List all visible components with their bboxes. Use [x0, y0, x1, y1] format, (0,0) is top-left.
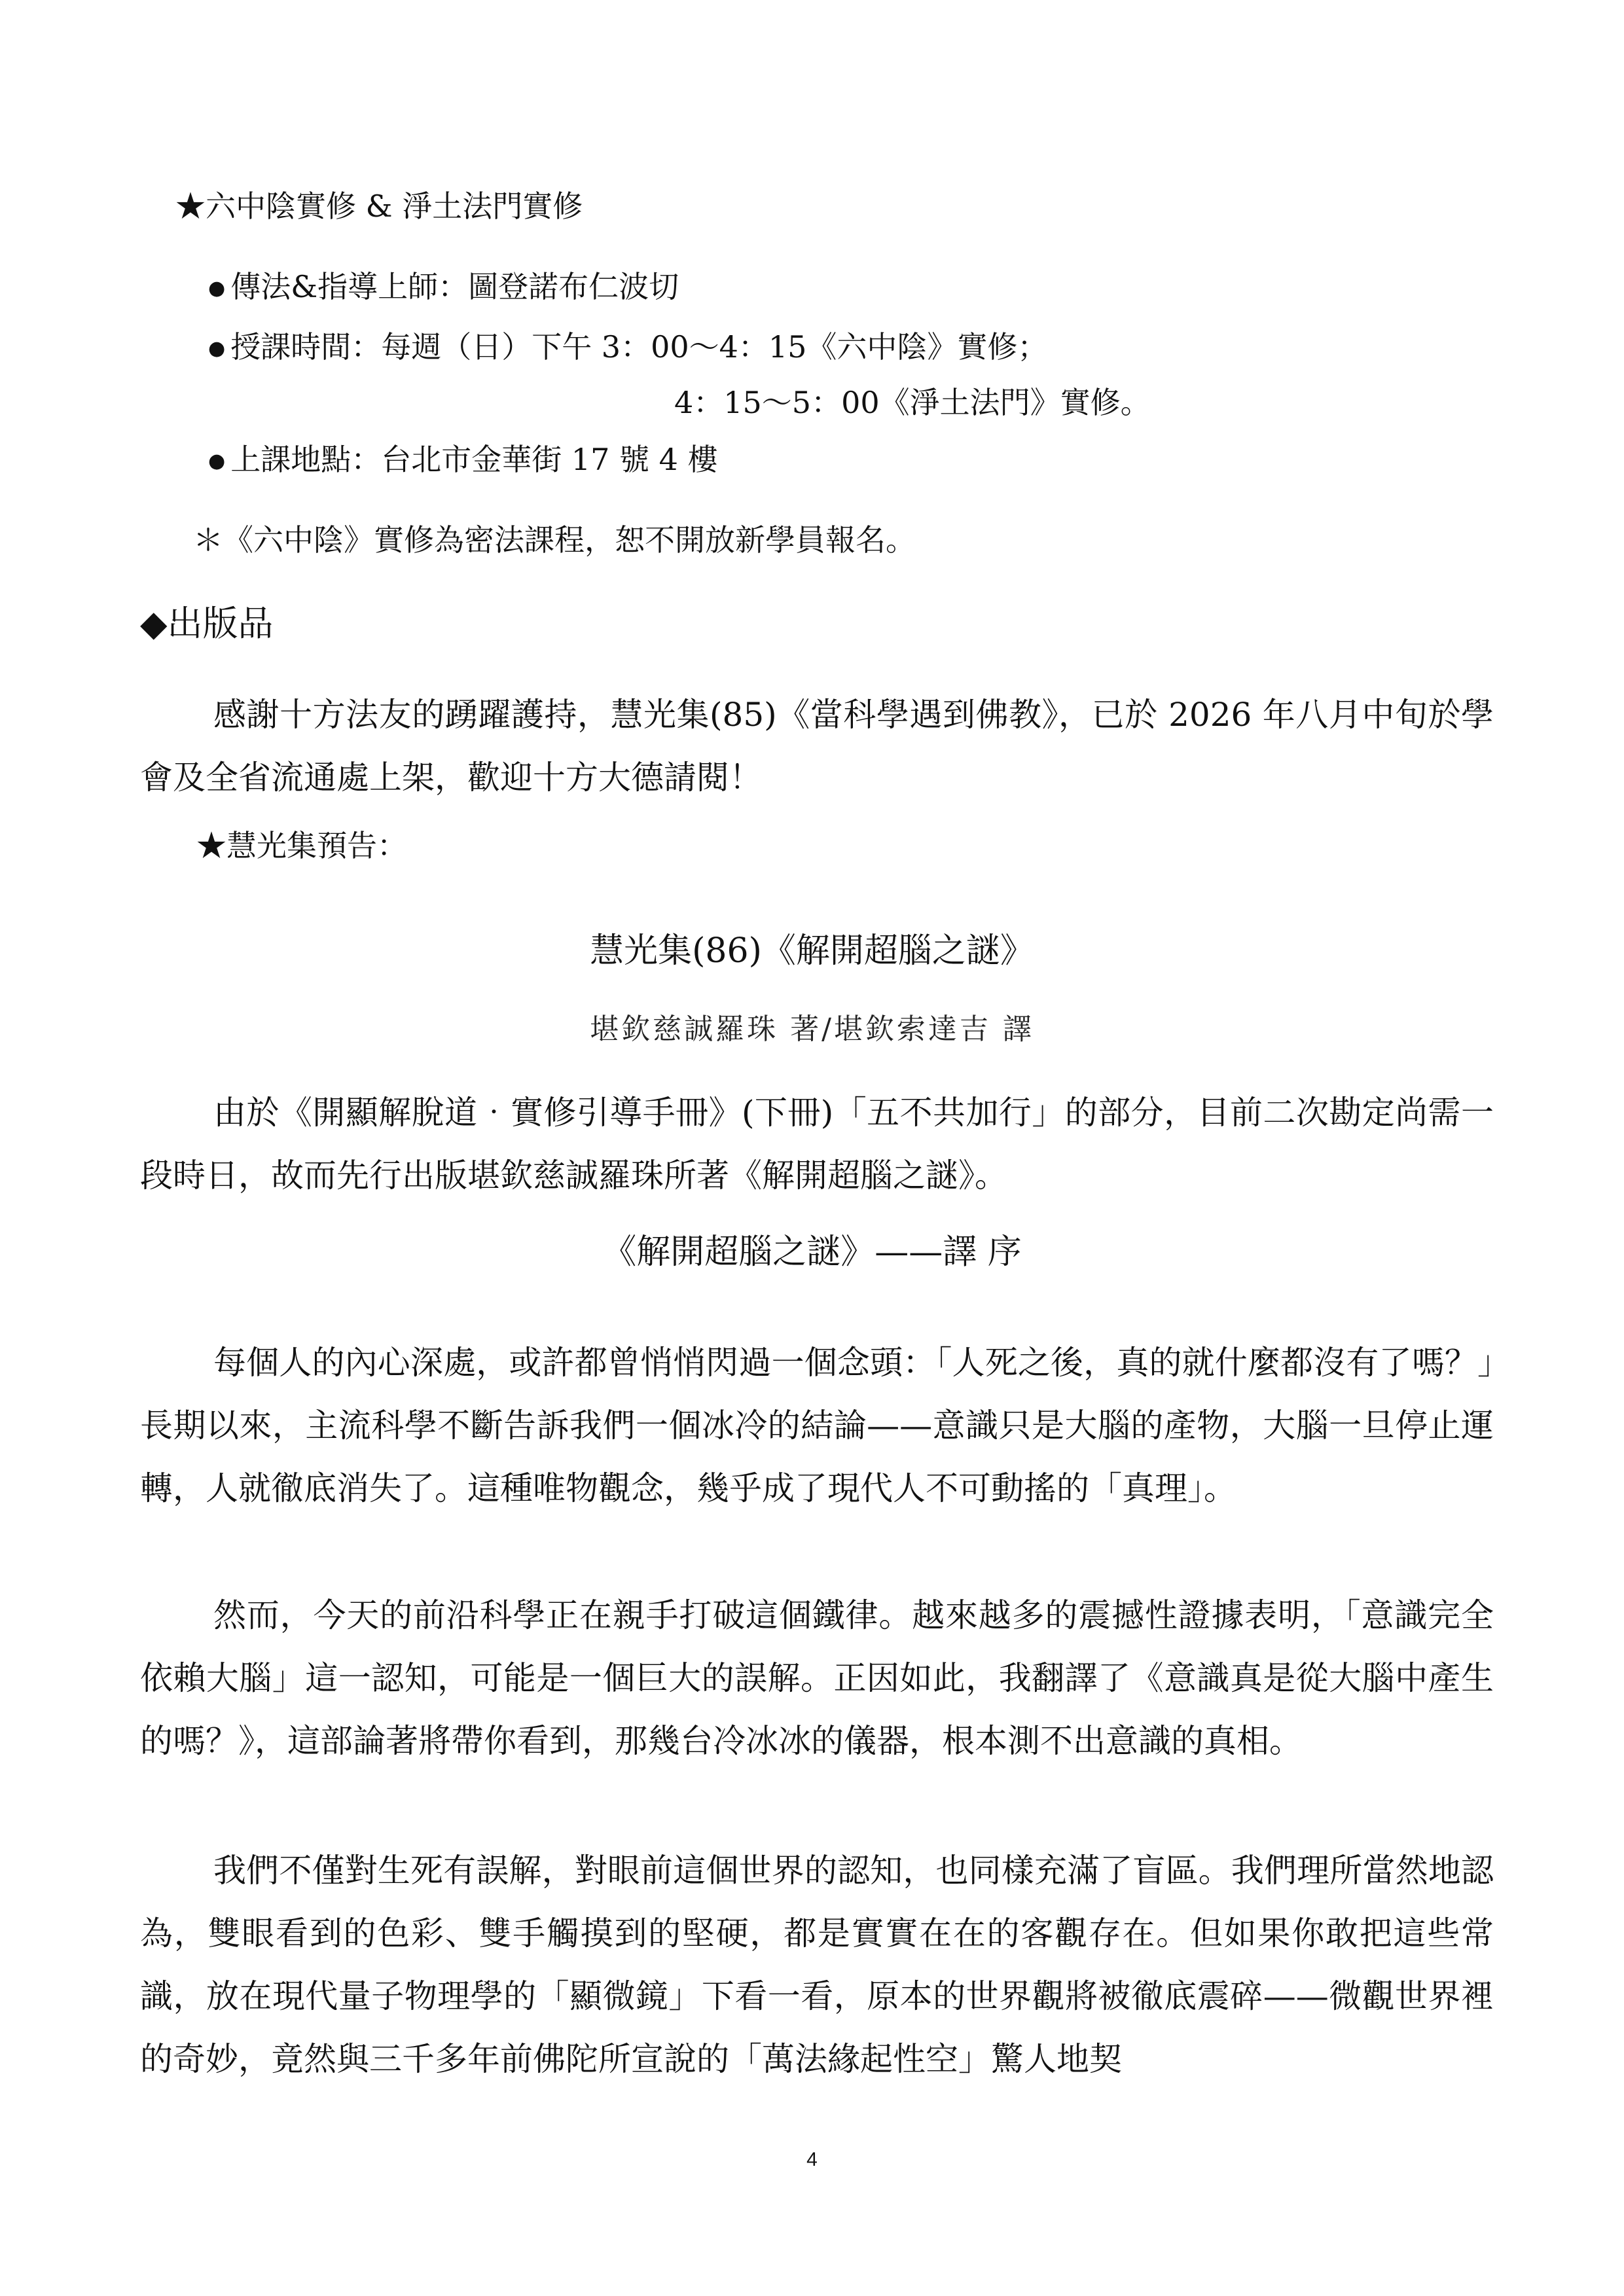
preview-label: ★慧光集預告： [196, 828, 407, 863]
course-heading: ★六中陰實修 & 淨土法門實修 [175, 188, 583, 224]
publications-heading: ◆出版品 [140, 603, 274, 644]
preface-paragraph-1: 每個人的內心深處，或許都曾悄悄閃過一個念頭：「人死之後，真的就什麼都沒有了嗎？」長期以來，主流科學不斷告訴我們一個冰冷的結論——意識只是大腦的產物，大腦一旦停止運轉，人就徹底消失了。這種唯物觀念，幾乎成了現代人不可動搖的「真理」。 [140, 1344, 1494, 1507]
preface-title: 《解開超腦之謎》——譯 序 [602, 1232, 1022, 1272]
book-title: 慧光集(86)《解開超腦之謎》 [590, 931, 1034, 971]
course-time: ● 授課時間：每週（日）下午 3：00～4：15《六中陰》實修； [208, 327, 1047, 368]
course-location: ● 上課地點：台北市金華街 17 號 4 樓 [208, 440, 717, 481]
course-time-continued: 4：15～5：00《淨土法門》實修。 [674, 385, 1151, 420]
publication-intro: 由於《開顯解脫道‧實修引導手冊》(下冊)「五不共加行」的部分，目前二次勘定尚需一段時日，故而先行出版堪欽慈誠羅珠所著《解開超腦之謎》。 [140, 1094, 1494, 1194]
course-teacher: ● 傳法&指導上師：圖登諾布仁波切 [208, 267, 679, 308]
course-note: ＊《六中陰》實修為密法課程，恕不開放新學員報名。 [193, 522, 916, 558]
preface-paragraph-3: 我們不僅對生死有誤解，對眼前這個世界的認知，也同樣充滿了盲區。我們理所當然地認為，雙眼看到的色彩、雙手觸摸到的堅硬，都是實實在在的客觀存在。但如果你敢把這些常識，放在現代量子物理學的「顯微鏡」下看一看，原本的世界觀將被徹底震碎——微觀世界裡的奇妙，竟然與三千多年前佛陀所宣說的「萬法緣起性空」驚人地契 [140, 1852, 1494, 2078]
publication-announcement: 感謝十方法友的踴躍護持，慧光集(85)《當科學遇到佛教》，已於 2026 年八月中旬於學會及全省流通處上架，歡迎十方大德請閱！ [140, 696, 1494, 797]
preface-paragraph-2: 然而，今天的前沿科學正在親手打破這個鐵律。越來越多的震撼性證據表明，「意識完全依賴大腦」這一認知，可能是一個巨大的誤解。正因如此，我翻譯了《意識真是從大腦中產生的嗎？》，這部論著將帶你看到，那幾台冷冰冰的儀器，根本測不出意識的真相。 [140, 1596, 1494, 1760]
book-authors: 堪欽慈誠羅珠 著/堪欽索達吉 譯 [590, 1013, 1034, 1046]
page-number: 4 [806, 2149, 818, 2170]
